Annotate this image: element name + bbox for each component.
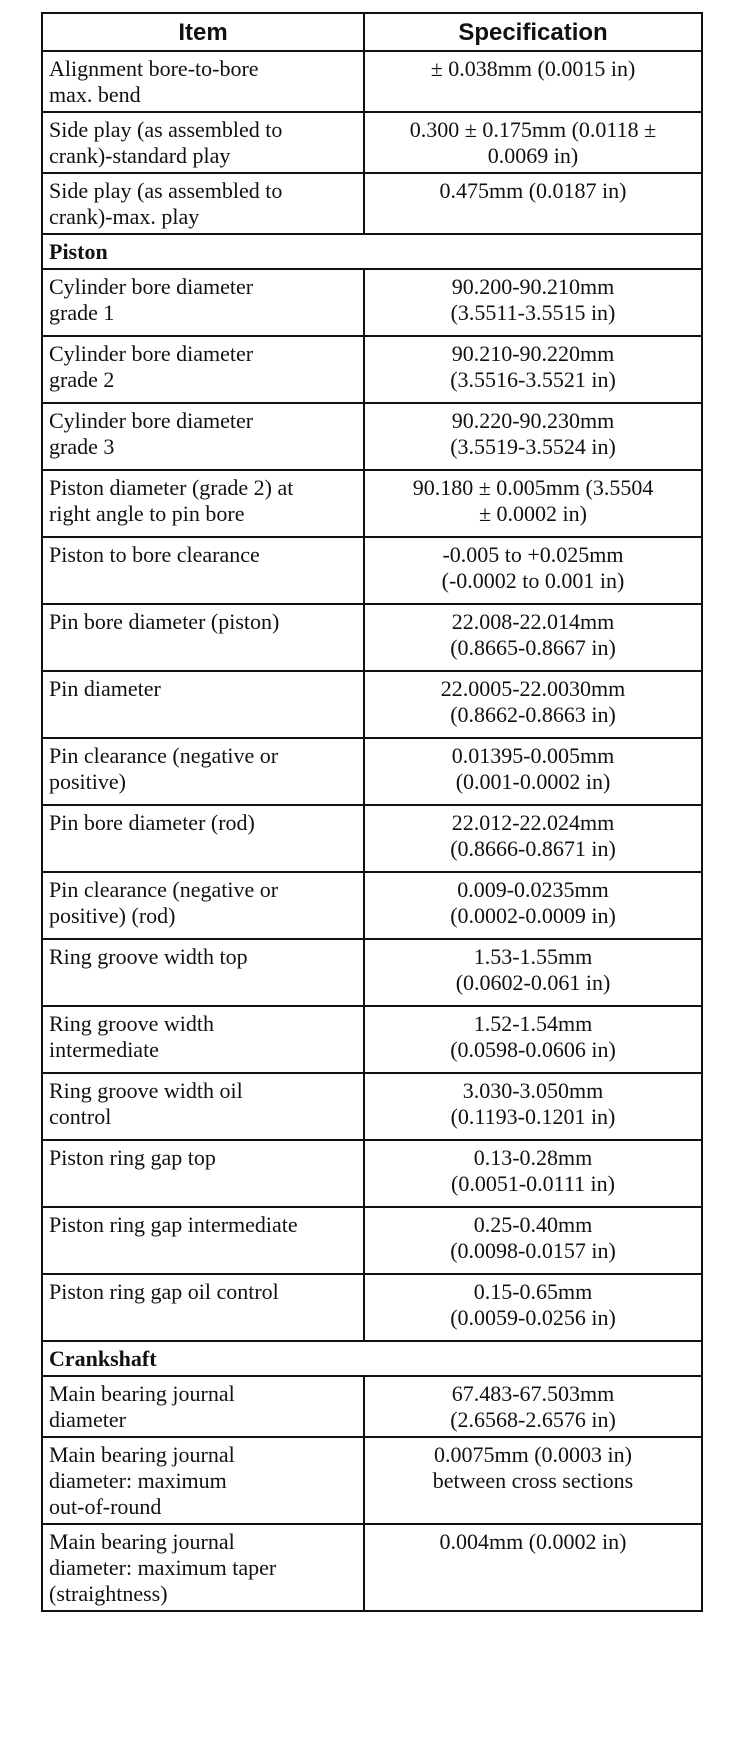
- spec-cell: [364, 1207, 702, 1274]
- spec-line: 90.180 ± 0.005mm (3.5504: [412, 475, 654, 500]
- table-row: [42, 1376, 702, 1437]
- spec-line: ± 0.0002 in): [478, 501, 587, 526]
- spec-line: 22.012-22.024mm: [451, 810, 615, 835]
- spec-line: 22.008-22.014mm: [451, 609, 615, 634]
- spec-line: 0.0069 in): [487, 143, 579, 168]
- item-line: Main bearing journal: [49, 1381, 235, 1406]
- spec-line: 1.53-1.55mm: [473, 944, 593, 969]
- item-header: Item: [42, 13, 364, 51]
- item-line: Pin bore diameter (piston): [49, 609, 280, 634]
- spec-cell: [364, 1524, 702, 1611]
- spec-line: between cross sections: [432, 1468, 634, 1493]
- item-line: Side play (as assembled to: [49, 117, 283, 142]
- table-row: [42, 403, 702, 470]
- spec-cell: [364, 51, 702, 112]
- spec-line: 0.0075mm (0.0003 in): [434, 1442, 632, 1467]
- spec-cell: [364, 738, 702, 805]
- spec-line: 0.475mm (0.0187 in): [439, 178, 627, 203]
- spec-line: 1.52-1.54mm: [473, 1011, 593, 1036]
- spec-cell: [364, 1073, 702, 1140]
- spec-cell: [364, 1376, 702, 1437]
- table-row: [42, 173, 702, 234]
- item-cell: [42, 1140, 364, 1207]
- spec-line: (0.8665-0.8667 in): [450, 635, 616, 660]
- item-line: Piston ring gap oil control: [49, 1279, 279, 1304]
- section-row-crankshaft: [42, 1341, 702, 1376]
- item-line: Ring groove width top: [49, 944, 248, 969]
- item-cell: [42, 1524, 364, 1611]
- item-line: positive) (rod): [49, 903, 176, 928]
- spec-cell: [364, 805, 702, 872]
- spec-line: (0.0051-0.0111 in): [451, 1171, 615, 1196]
- item-line: Main bearing journal: [49, 1529, 235, 1554]
- spec-cell: [364, 269, 702, 336]
- table-row: [42, 269, 702, 336]
- spec-line: 90.200-90.210mm: [451, 274, 615, 299]
- item-line: Piston to bore clearance: [49, 542, 260, 567]
- item-cell: [42, 269, 364, 336]
- item-cell: [42, 1006, 364, 1073]
- item-cell: [42, 112, 364, 173]
- specification-table: [41, 12, 703, 1612]
- spec-cell: [364, 939, 702, 1006]
- spec-cell: [364, 1140, 702, 1207]
- item-cell: [42, 1274, 364, 1341]
- spec-line: (0.8662-0.8663 in): [450, 702, 616, 727]
- item-cell: [42, 1073, 364, 1140]
- spec-line: (0.0002-0.0009 in): [450, 903, 616, 928]
- item-line: (straightness): [49, 1581, 168, 1606]
- spec-cell: [364, 872, 702, 939]
- spec-cell: [364, 470, 702, 537]
- item-cell: [42, 470, 364, 537]
- table-row: [42, 738, 702, 805]
- header-row: [42, 13, 702, 51]
- spec-cell: [364, 336, 702, 403]
- spec-cell: [364, 112, 702, 173]
- item-line: Alignment bore-to-bore: [49, 56, 259, 81]
- item-line: grade 3: [49, 434, 115, 459]
- item-line: Piston ring gap intermediate: [49, 1212, 298, 1237]
- item-line: Main bearing journal: [49, 1442, 235, 1467]
- table-row: [42, 1073, 702, 1140]
- item-line: Pin diameter: [49, 676, 161, 701]
- item-cell: [42, 1437, 364, 1524]
- item-cell: [42, 738, 364, 805]
- spec-cell: [364, 1437, 702, 1524]
- item-line: Piston ring gap top: [49, 1145, 216, 1170]
- item-line: Ring groove width: [49, 1011, 214, 1036]
- item-cell: [42, 805, 364, 872]
- table-row: [42, 939, 702, 1006]
- spec-line: 0.13-0.28mm: [473, 1145, 593, 1170]
- table-row: [42, 1207, 702, 1274]
- spec-line: 0.25-0.40mm: [473, 1212, 593, 1237]
- spec-line: (3.5516-3.5521 in): [450, 367, 616, 392]
- spec-line: (-0.0002 to 0.001 in): [441, 568, 625, 593]
- spec-line: -0.005 to +0.025mm: [442, 542, 624, 567]
- item-line: Cylinder bore diameter: [49, 341, 254, 366]
- spec-line: (0.0602-0.061 in): [455, 970, 611, 995]
- table-row: [42, 872, 702, 939]
- item-line: positive): [49, 769, 126, 794]
- spec-line: 0.01395-0.005mm: [451, 743, 615, 768]
- spec-line: (0.0098-0.0157 in): [450, 1238, 616, 1263]
- item-cell: [42, 336, 364, 403]
- item-line: crank)-standard play: [49, 143, 231, 168]
- spec-line: (3.5511-3.5515 in): [450, 300, 616, 325]
- item-cell: [42, 1207, 364, 1274]
- spec-cell: [364, 173, 702, 234]
- spec-line: (0.0598-0.0606 in): [450, 1037, 616, 1062]
- item-line: right angle to pin bore: [49, 501, 245, 526]
- spec-cell: [364, 537, 702, 604]
- spec-cell: [364, 604, 702, 671]
- table-row: [42, 51, 702, 112]
- item-cell: [42, 604, 364, 671]
- item-line: grade 2: [49, 367, 115, 392]
- item-line: max. bend: [49, 82, 141, 107]
- item-line: Side play (as assembled to: [49, 178, 283, 203]
- item-cell: [42, 671, 364, 738]
- item-line: Cylinder bore diameter: [49, 408, 254, 433]
- spec-cell: [364, 1006, 702, 1073]
- table-row: [42, 537, 702, 604]
- item-line: Ring groove width oil: [49, 1078, 243, 1103]
- table-row: [42, 671, 702, 738]
- item-line: out-of-round: [49, 1494, 162, 1519]
- spec-line: 0.15-0.65mm: [473, 1279, 593, 1304]
- spec-cell: [364, 671, 702, 738]
- table-row: [42, 805, 702, 872]
- spec-line: 0.300 ± 0.175mm (0.0118 ±: [409, 117, 657, 142]
- section-row-piston: [42, 234, 702, 269]
- table-row: [42, 1006, 702, 1073]
- spec-cell: [364, 1274, 702, 1341]
- spec-line: 90.210-90.220mm: [451, 341, 615, 366]
- spec-line: 90.220-90.230mm: [451, 408, 615, 433]
- spec-line: (0.001-0.0002 in): [455, 769, 611, 794]
- spec-line: (0.1193-0.1201 in): [450, 1104, 616, 1129]
- section-title-crankshaft: Crankshaft: [42, 1341, 702, 1376]
- item-line: Cylinder bore diameter: [49, 274, 254, 299]
- item-line: Pin bore diameter (rod): [49, 810, 255, 835]
- item-cell: [42, 537, 364, 604]
- item-cell: [42, 173, 364, 234]
- item-line: control: [49, 1104, 112, 1129]
- item-cell: [42, 939, 364, 1006]
- specification-header: Specification: [364, 13, 702, 51]
- spec-line: 67.483-67.503mm: [451, 1381, 615, 1406]
- spec-line: 3.030-3.050mm: [462, 1078, 604, 1103]
- spec-line: ± 0.038mm (0.0015 in): [430, 56, 636, 81]
- table-row: [42, 1524, 702, 1611]
- item-line: diameter: maximum: [49, 1468, 227, 1493]
- item-cell: [42, 51, 364, 112]
- item-cell: [42, 403, 364, 470]
- table-row: [42, 1437, 702, 1524]
- item-cell: [42, 1376, 364, 1437]
- table-row: [42, 1274, 702, 1341]
- spec-cell: [364, 403, 702, 470]
- spec-line: 0.004mm (0.0002 in): [439, 1529, 627, 1554]
- item-line: Piston diameter (grade 2) at: [49, 475, 294, 500]
- item-line: grade 1: [49, 300, 115, 325]
- table-row: [42, 604, 702, 671]
- spec-line: (0.0059-0.0256 in): [450, 1305, 616, 1330]
- spec-line: 22.0005-22.0030mm: [440, 676, 626, 701]
- spec-line: (3.5519-3.5524 in): [450, 434, 616, 459]
- item-cell: [42, 872, 364, 939]
- table-row: [42, 112, 702, 173]
- item-line: diameter: maximum taper: [49, 1555, 277, 1580]
- section-title-piston: Piston: [42, 234, 702, 269]
- table-row: [42, 470, 702, 537]
- spec-line: (0.8666-0.8671 in): [450, 836, 616, 861]
- table-row: [42, 336, 702, 403]
- item-line: Pin clearance (negative or: [49, 877, 279, 902]
- item-line: Pin clearance (negative or: [49, 743, 279, 768]
- table-body: [42, 51, 702, 1611]
- item-line: intermediate: [49, 1037, 159, 1062]
- item-line: crank)-max. play: [49, 204, 200, 229]
- spec-line: 0.009-0.0235mm: [457, 877, 609, 902]
- table-row: [42, 1140, 702, 1207]
- spec-line: (2.6568-2.6576 in): [450, 1407, 616, 1432]
- item-line: diameter: [49, 1407, 126, 1432]
